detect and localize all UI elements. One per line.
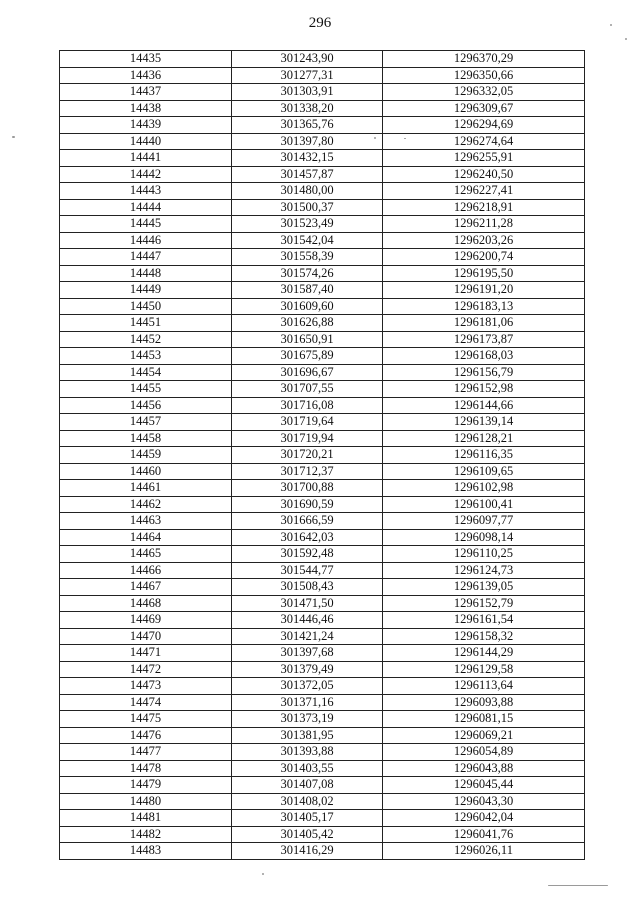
y-coordinate-cell: 1296218,91: [383, 199, 585, 216]
scan-speck: [374, 137, 376, 139]
x-coordinate-cell: 301558,39: [232, 249, 383, 266]
point-number-cell: 14437: [60, 84, 232, 101]
x-coordinate-cell: 301626,88: [232, 315, 383, 332]
table-row: [60, 612, 585, 629]
table-row: [60, 694, 585, 711]
x-coordinate-cell: 301397,68: [232, 645, 383, 662]
point-number-cell: 14449: [60, 282, 232, 299]
x-coordinate-cell: 301720,21: [232, 447, 383, 464]
table-row: [60, 397, 585, 414]
point-number-cell: 14477: [60, 744, 232, 761]
point-number-cell: 14472: [60, 661, 232, 678]
x-coordinate-cell: 301373,19: [232, 711, 383, 728]
x-coordinate-cell: 301243,90: [232, 51, 383, 68]
table-row: [60, 579, 585, 596]
scan-speck: [262, 873, 264, 875]
y-coordinate-cell: 1296191,20: [383, 282, 585, 299]
table-row: [60, 595, 585, 612]
x-coordinate-cell: 301542,04: [232, 232, 383, 249]
table-row: [60, 100, 585, 117]
x-coordinate-cell: 301574,26: [232, 265, 383, 282]
point-number-cell: 14458: [60, 430, 232, 447]
point-number-cell: 14453: [60, 348, 232, 365]
point-number-cell: 14473: [60, 678, 232, 695]
y-coordinate-cell: 1296183,13: [383, 298, 585, 315]
scan-speck: [625, 38, 627, 40]
y-coordinate-cell: 1296152,79: [383, 595, 585, 612]
x-coordinate-cell: 301446,46: [232, 612, 383, 629]
table-row: [60, 843, 585, 860]
point-number-cell: 14471: [60, 645, 232, 662]
y-coordinate-cell: 1296129,58: [383, 661, 585, 678]
x-coordinate-cell: 301407,08: [232, 777, 383, 794]
table-row: [60, 381, 585, 398]
y-coordinate-cell: 1296158,32: [383, 628, 585, 645]
y-coordinate-cell: 1296370,29: [383, 51, 585, 68]
x-coordinate-cell: 301405,17: [232, 810, 383, 827]
point-number-cell: 14474: [60, 694, 232, 711]
point-number-cell: 14459: [60, 447, 232, 464]
point-number-cell: 14463: [60, 513, 232, 530]
y-coordinate-cell: 1296211,28: [383, 216, 585, 233]
y-coordinate-cell: 1296124,73: [383, 562, 585, 579]
scan-speck: [610, 24, 612, 26]
point-number-cell: 14451: [60, 315, 232, 332]
point-number-cell: 14436: [60, 67, 232, 84]
y-coordinate-cell: 1296161,54: [383, 612, 585, 629]
table-row: [60, 480, 585, 497]
table-row: [60, 298, 585, 315]
x-coordinate-cell: 301642,03: [232, 529, 383, 546]
x-coordinate-cell: 301480,00: [232, 183, 383, 200]
y-coordinate-cell: 1296181,06: [383, 315, 585, 332]
point-number-cell: 14479: [60, 777, 232, 794]
point-number-cell: 14445: [60, 216, 232, 233]
y-coordinate-cell: 1296156,79: [383, 364, 585, 381]
point-number-cell: 14466: [60, 562, 232, 579]
table-row: [60, 711, 585, 728]
y-coordinate-cell: 1296309,67: [383, 100, 585, 117]
x-coordinate-cell: 301523,49: [232, 216, 383, 233]
point-number-cell: 14470: [60, 628, 232, 645]
y-coordinate-cell: 1296139,14: [383, 414, 585, 431]
y-coordinate-cell: 1296116,35: [383, 447, 585, 464]
x-coordinate-cell: 301716,08: [232, 397, 383, 414]
y-coordinate-cell: 1296081,15: [383, 711, 585, 728]
table-row: [60, 661, 585, 678]
x-coordinate-cell: 301650,91: [232, 331, 383, 348]
table-row: [60, 67, 585, 84]
y-coordinate-cell: 1296332,05: [383, 84, 585, 101]
point-number-cell: 14446: [60, 232, 232, 249]
x-coordinate-cell: 301379,49: [232, 661, 383, 678]
y-coordinate-cell: 1296144,29: [383, 645, 585, 662]
point-number-cell: 14464: [60, 529, 232, 546]
y-coordinate-cell: 1296203,26: [383, 232, 585, 249]
x-coordinate-cell: 301719,94: [232, 430, 383, 447]
y-coordinate-cell: 1296097,77: [383, 513, 585, 530]
y-coordinate-cell: 1296294,69: [383, 117, 585, 134]
x-coordinate-cell: 301365,76: [232, 117, 383, 134]
table-row: [60, 331, 585, 348]
point-number-cell: 14438: [60, 100, 232, 117]
x-coordinate-cell: 301500,37: [232, 199, 383, 216]
table-row: [60, 166, 585, 183]
table-row: [60, 216, 585, 233]
table-row: [60, 282, 585, 299]
x-coordinate-cell: 301666,59: [232, 513, 383, 530]
y-coordinate-cell: 1296195,50: [383, 265, 585, 282]
table-row: [60, 414, 585, 431]
x-coordinate-cell: 301393,88: [232, 744, 383, 761]
x-coordinate-cell: 301405,42: [232, 826, 383, 843]
point-number-cell: 14483: [60, 843, 232, 860]
y-coordinate-cell: 1296045,44: [383, 777, 585, 794]
y-coordinate-cell: 1296041,76: [383, 826, 585, 843]
table-row: [60, 628, 585, 645]
table-row: [60, 513, 585, 530]
table-row: [60, 150, 585, 167]
x-coordinate-cell: 301587,40: [232, 282, 383, 299]
y-coordinate-cell: 1296200,74: [383, 249, 585, 266]
table-row: [60, 117, 585, 134]
x-coordinate-cell: 301592,48: [232, 546, 383, 563]
x-coordinate-cell: 301381,95: [232, 727, 383, 744]
y-coordinate-cell: 1296043,88: [383, 760, 585, 777]
point-number-cell: 14444: [60, 199, 232, 216]
table-row: [60, 265, 585, 282]
point-number-cell: 14478: [60, 760, 232, 777]
point-number-cell: 14468: [60, 595, 232, 612]
table-row: [60, 315, 585, 332]
point-number-cell: 14440: [60, 133, 232, 150]
table-row: [60, 430, 585, 447]
x-coordinate-cell: 301707,55: [232, 381, 383, 398]
point-number-cell: 14475: [60, 711, 232, 728]
table-row: [60, 463, 585, 480]
table-row: [60, 826, 585, 843]
table-row: [60, 496, 585, 513]
x-coordinate-cell: 301397,80: [232, 133, 383, 150]
y-coordinate-cell: 1296069,21: [383, 727, 585, 744]
y-coordinate-cell: 1296026,11: [383, 843, 585, 860]
y-coordinate-cell: 1296093,88: [383, 694, 585, 711]
table-row: [60, 777, 585, 794]
y-coordinate-cell: 1296255,91: [383, 150, 585, 167]
x-coordinate-cell: 301675,89: [232, 348, 383, 365]
y-coordinate-cell: 1296054,89: [383, 744, 585, 761]
table-row: [60, 232, 585, 249]
point-number-cell: 14443: [60, 183, 232, 200]
x-coordinate-cell: 301690,59: [232, 496, 383, 513]
x-coordinate-cell: 301371,16: [232, 694, 383, 711]
point-number-cell: 14482: [60, 826, 232, 843]
y-coordinate-cell: 1296139,05: [383, 579, 585, 596]
point-number-cell: 14447: [60, 249, 232, 266]
table-row: [60, 447, 585, 464]
point-number-cell: 14476: [60, 727, 232, 744]
point-number-cell: 14455: [60, 381, 232, 398]
x-coordinate-cell: 301508,43: [232, 579, 383, 596]
coordinates-table: [59, 50, 585, 860]
table-row: [60, 645, 585, 662]
table-row: [60, 84, 585, 101]
point-number-cell: 14465: [60, 546, 232, 563]
table-row: [60, 546, 585, 563]
x-coordinate-cell: 301303,91: [232, 84, 383, 101]
x-coordinate-cell: 301544,77: [232, 562, 383, 579]
point-number-cell: 14461: [60, 480, 232, 497]
x-coordinate-cell: 301277,31: [232, 67, 383, 84]
table-row: [60, 249, 585, 266]
table-row: [60, 51, 585, 68]
y-coordinate-cell: 1296350,66: [383, 67, 585, 84]
scan-speck: [12, 136, 15, 138]
table-row: [60, 183, 585, 200]
point-number-cell: 14448: [60, 265, 232, 282]
y-coordinate-cell: 1296102,98: [383, 480, 585, 497]
y-coordinate-cell: 1296110,25: [383, 546, 585, 563]
y-coordinate-cell: 1296098,14: [383, 529, 585, 546]
y-coordinate-cell: 1296168,03: [383, 348, 585, 365]
page-number: 296: [308, 15, 332, 31]
point-number-cell: 14460: [60, 463, 232, 480]
table-row: [60, 562, 585, 579]
point-number-cell: 14454: [60, 364, 232, 381]
table-row: [60, 364, 585, 381]
point-number-cell: 14457: [60, 414, 232, 431]
coordinates-table-body: [60, 51, 585, 860]
y-coordinate-cell: 1296152,98: [383, 381, 585, 398]
table-row: [60, 793, 585, 810]
table-row: [60, 133, 585, 150]
table-row: [60, 678, 585, 695]
table-row: [60, 529, 585, 546]
x-coordinate-cell: 301403,55: [232, 760, 383, 777]
x-coordinate-cell: 301471,50: [232, 595, 383, 612]
point-number-cell: 14481: [60, 810, 232, 827]
point-number-cell: 14435: [60, 51, 232, 68]
x-coordinate-cell: 301432,15: [232, 150, 383, 167]
table-row: [60, 727, 585, 744]
x-coordinate-cell: 301416,29: [232, 843, 383, 860]
point-number-cell: 14452: [60, 331, 232, 348]
y-coordinate-cell: 1296109,65: [383, 463, 585, 480]
y-coordinate-cell: 1296043,30: [383, 793, 585, 810]
table-row: [60, 810, 585, 827]
point-number-cell: 14462: [60, 496, 232, 513]
x-coordinate-cell: 301421,24: [232, 628, 383, 645]
y-coordinate-cell: 1296100,41: [383, 496, 585, 513]
point-number-cell: 14480: [60, 793, 232, 810]
table-row: [60, 199, 585, 216]
y-coordinate-cell: 1296113,64: [383, 678, 585, 695]
point-number-cell: 14456: [60, 397, 232, 414]
y-coordinate-cell: 1296227,41: [383, 183, 585, 200]
point-number-cell: 14441: [60, 150, 232, 167]
y-coordinate-cell: 1296144,66: [383, 397, 585, 414]
x-coordinate-cell: 301712,37: [232, 463, 383, 480]
y-coordinate-cell: 1296173,87: [383, 331, 585, 348]
point-number-cell: 14469: [60, 612, 232, 629]
x-coordinate-cell: 301372,05: [232, 678, 383, 695]
x-coordinate-cell: 301719,64: [232, 414, 383, 431]
y-coordinate-cell: 1296274,64: [383, 133, 585, 150]
point-number-cell: 14442: [60, 166, 232, 183]
y-coordinate-cell: 1296240,50: [383, 166, 585, 183]
x-coordinate-cell: 301338,20: [232, 100, 383, 117]
x-coordinate-cell: 301408,02: [232, 793, 383, 810]
table-row: [60, 760, 585, 777]
point-number-cell: 14439: [60, 117, 232, 134]
table-row: [60, 744, 585, 761]
x-coordinate-cell: 301696,67: [232, 364, 383, 381]
x-coordinate-cell: 301609,60: [232, 298, 383, 315]
y-coordinate-cell: 1296128,21: [383, 430, 585, 447]
x-coordinate-cell: 301457,87: [232, 166, 383, 183]
table-row: [60, 348, 585, 365]
x-coordinate-cell: 301700,88: [232, 480, 383, 497]
point-number-cell: 14467: [60, 579, 232, 596]
scan-speck: [404, 138, 406, 139]
y-coordinate-cell: 1296042,04: [383, 810, 585, 827]
point-number-cell: 14450: [60, 298, 232, 315]
scan-speck: [548, 885, 608, 886]
